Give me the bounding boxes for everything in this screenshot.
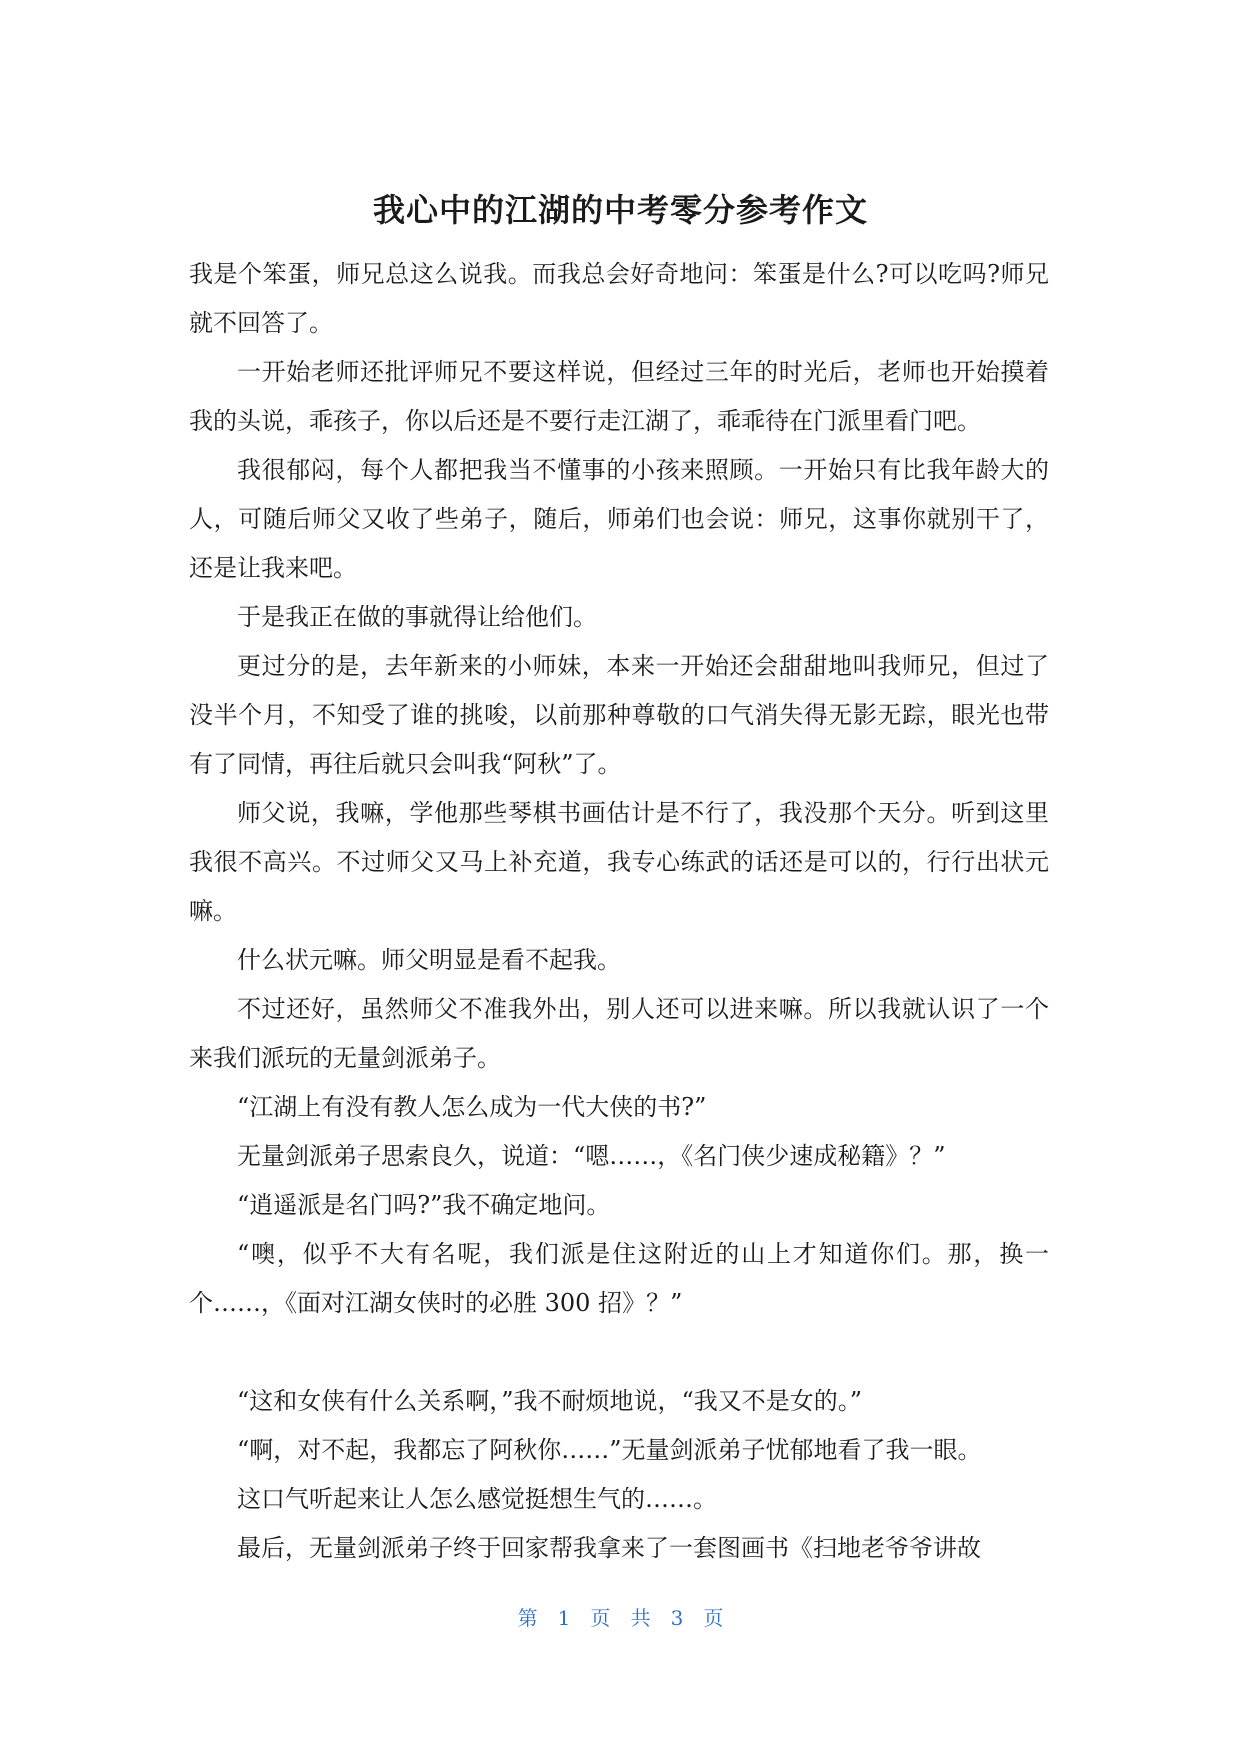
paragraph: 我是个笨蛋，师兄总这么说我。而我总会好奇地问：笨蛋是什么?可以吃吗?师兄就不回答了。	[189, 260, 1049, 337]
footer-label-ye: 页	[703, 1606, 724, 1630]
paragraph: “啊，对不起，我都忘了阿秋你……”无量剑派弟子忧郁地看了我一眼。	[237, 1436, 982, 1464]
footer-total-pages: 3	[670, 1606, 684, 1630]
paragraph-gap	[189, 1328, 1049, 1377]
paragraph: 师父说，我嘛，学他那些琴棋书画估计是不行了，我没那个天分。听到这里我很不高兴。不过师父又马上补充道，我专心练武的话还是可以的，行行出状元嘛。	[189, 799, 1049, 925]
paragraph: “这和女侠有什么关系啊，”我不耐烦地说，“我又不是女的。”	[237, 1387, 863, 1415]
paragraph: “噢，似乎不大有名呢，我们派是住这附近的山上才知道你们。那，换一个……，《面对江湖女侠时的必胜 300 招》？”	[189, 1240, 1049, 1317]
paragraph: 不过还好，虽然师父不准我外出，别人还可以进来嘛。所以我就认识了一个来我们派玩的无量剑派弟子。	[189, 995, 1049, 1072]
paragraph: 最后，无量剑派弟子终于回家帮我拿来了一套图画书《扫地老爷爷讲故	[237, 1534, 981, 1562]
paragraph: 无量剑派弟子思索良久，说道：“嗯……，《名门侠少速成秘籍》？”	[237, 1142, 946, 1170]
document-body	[189, 250, 1049, 1573]
paragraph: 什么状元嘛。师父明显是看不起我。	[237, 946, 621, 974]
paragraph: 于是我正在做的事就得让给他们。	[237, 603, 597, 631]
footer-current-page: 1	[557, 1606, 571, 1630]
footer-label-ye-gong: 页 共	[590, 1606, 651, 1630]
paragraph: “江湖上有没有教人怎么成为一代大侠的书?”	[237, 1093, 707, 1121]
footer-label-di: 第	[517, 1606, 538, 1630]
paragraph: 更过分的是，去年新来的小师妹，本来一开始还会甜甜地叫我师兄，但过了没半个月，不知受了谁的挑唆，以前那种尊敬的口气消失得无影无踪，眼光也带有了同情，再往后就只会叫我“阿秋”了。	[189, 652, 1049, 778]
paragraph: 这口气听起来让人怎么感觉挺想生气的……。	[237, 1485, 717, 1513]
page-footer	[0, 1604, 1241, 1632]
paragraph: 我很郁闷，每个人都把我当不懂事的小孩来照顾。一开始只有比我年龄大的人，可随后师父又收了些弟子，随后，师弟们也会说：师兄，这事你就别干了，还是让我来吧。	[189, 456, 1049, 582]
document-title: 我心中的江湖的中考零分参考作文	[372, 191, 868, 229]
paragraph: “逍遥派是名门吗?”我不确定地问。	[237, 1191, 611, 1219]
paragraph: 一开始老师还批评师兄不要这样说，但经过三年的时光后，老师也开始摸着我的头说，乖孩子，你以后还是不要行走江湖了，乖乖待在门派里看门吧。	[189, 358, 1049, 435]
